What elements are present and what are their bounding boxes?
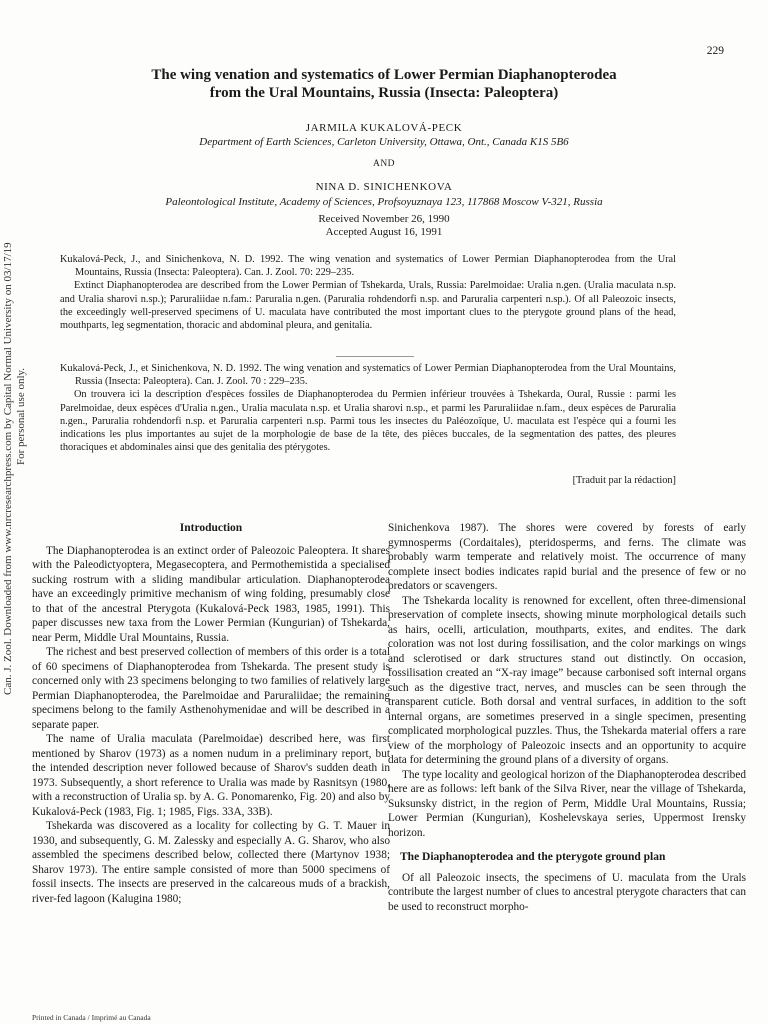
abstract-english [60, 253, 676, 332]
right-paragraph: Sinichenkova 1987). The shores were covered by forests of early gymnosperms (Cordaitales), pteridosperms, and ferns. The climate was probably warm temperate and relatively moist. The occurrence of many complete insect bodies indicates rapid burial and the presence of few or no predators or scavengers. [388, 522, 746, 592]
and-separator: AND [372, 159, 396, 169]
abstract-divider [336, 356, 414, 357]
right-paragraph: Of all Paleozoic insects, the specimens of U. maculata from the Urals contribute the largest number of clues to ancestral pterygote characters that can be used to reconstruct morpho- [388, 871, 746, 913]
received-dates [60, 213, 708, 239]
author-2: NINA D. SINICHENKOVA [315, 181, 453, 193]
affiliation-1: Department of Earth Sciences, Carleton University, Ottawa, Ont., Canada K1S 5B6 [199, 136, 569, 148]
page-number: 229 [706, 45, 724, 57]
print-footer: Printed in Canada / Imprimé au Canada [32, 1013, 151, 1022]
abstract-fr-body: On trouvera ici la description d'espèces fossiles de Diaphanopterodea du Permien inférieur trouvées à Tshekarda, Oural, Russie : parmi les Parelmoidae, deux espèces d'Uralia n.gen., Uralia maculata n.sp. et Uralia sharovi n.sp., et parmi les Paruraliidae n.fam., deux espèces de Paruralia n.gen., Paruralia rohdendorfi n.sp. et Paruralia carpenteri n.sp. Parmi tous les insectes du Paléozoïque, U. maculata est l'espèce qui a fourni les indications les plus importantes au sujet de la morphologie de base de la tête, des pièces buccales, de la segmentation des pattes, des pleures thoraciques et abdominales ainsi que des genitalia des ptérygotes. [60, 389, 676, 454]
article-title [60, 66, 708, 102]
affiliation-2: Paleontological Institute, Academy of Sciences, Profsoyuznaya 123, 117868 Moscow V-321, Russia [165, 196, 603, 208]
left-paragraph: The Diaphanopterodea is an extinct order of Paleozoic Paleoptera. It shares with the Paleodictyoptera, Megasecoptera, and Permothemistida a specialised sucking rostrum with a sliding mandibular articulation. Diaphanopterodea have an exceedingly primitive mechanism of wing folding, presumably close to that of the ancestral Pterygota (Kukalová-Peck 1983, 1985, 1991). This paper discusses new taxa from the Lower Permian (Kungurian) of Tshekarda, near Perm, Middle Ural Mountains, Russia. [32, 544, 390, 644]
introduction-heading: Introduction [179, 522, 243, 534]
download-watermark [0, 225, 32, 695]
watermark-line-1: Can. J. Zool. Downloaded from www.nrcresearchpress.com by Capital Normal University on 03/17/19 [2, 242, 14, 695]
author-1: JARMILA KUKALOVÁ-PECK [305, 122, 463, 134]
left-paragraph: The richest and best preserved collection of members of this order is a total of 60 specimens of Diaphanopterodea from Tshekarda. The present study is concerned only with 23 specimens belonging to two families of relatively large Permian Diaphanopterodea, the Parelmoidae and Paruraliidae; the remaining specimens belong to the family Asthenohymenidae and will be described in a separate paper. [32, 646, 390, 731]
accepted-date: Accepted August 16, 1991 [325, 226, 443, 238]
left-paragraph: Tshekarda was discovered as a locality for collecting by G. T. Mauer in 1930, and subsequently, G. M. Zalessky and especially A. G. Sharov, who also assembled the specimens described below, collected there (Martynov 1938; Sharov 1973). The entire sample consisted of more than 5000 specimens of fossil insects. The insects are preserved in the calcareous muds of a brackish, river-fed lagoon (Kalugina 1980; [32, 820, 390, 905]
right-column [388, 521, 746, 914]
left-column [32, 521, 390, 906]
left-paragraph: The name of Uralia maculata (Parelmoidae) described here, was first mentioned by Sharov (1973) as a nomen nudum in a preliminary report, but the intended description never followed because of Sharov's sudden death in 1973. Subsequently, a short reference to Uralia was made by Rasnitsyn (1980, with a reconstruction of Uralia sp. by A. G. Ponomarenko, Fig. 20) and also by Kukalová-Peck (1983, Fig. 1; 1985, Figs. 33A, 33B). [32, 733, 390, 818]
abstract-en-body: Extinct Diaphanopterodea are described from the Lower Permian of Tshekarda, Urals, Russia: Parelmoidae: Uralia n.gen. (Uralia maculata n.sp. and Uralia sharovi n.sp.); Paruraliidae n.fam.: Paruralia n.gen. (Paruralia rohdendorfi n.sp. and Paruralia carpenteri n.sp.). Of all Paleozoic insects, the exceedingly well-preserved specimens of U. maculata have contributed the most important clues to the pterygote ground plans of the head, mouthparts, leg segmentation, thoracic and abdominal pleura, and genitalia. [60, 280, 676, 332]
title-line-2: from the Ural Mountains, Russia (Insecta: Paleoptera) [209, 85, 559, 101]
section-heading: The Diaphanopterodea and the pterygote ground plan [400, 851, 666, 863]
abstract-en-citation: Kukalová-Peck, J., and Sinichenkova, N. D. 1992. The wing venation and systematics of Lower Permian Diaphanopterodea from the Ural Mountains, Russia (Insecta: Paleoptera). Can. J. Zool. 70: 229–235. [60, 254, 676, 279]
right-paragraph: The Tshekarda locality is renowned for excellent, often three-dimensional preservation of complete insects, showing minute morphological details such as hairs, ocelli, articulation, mouthparts, exites, and endites. The dark coloration was not lost during fossilisation, and the color markings on wings and sclerotised or dark structures stand out distinctly. On occasion, fossilisation created an “X-ray image” because carbonised soft internal organs such as the digestive tract, nerves, and muscles can be seen through the transparent cuticle. Both dorsal and ventral surfaces, in addition to the soft internal organs, are sometimes preserved in a single specimen, presenting complicated morphological puzzles. Thus, the Tshekarda material offers a rare view of the morphology of Paleozoic insects and an opportunity to acquire data for determining the ground plans of a diversity of organs. [388, 594, 746, 766]
abstract-french [60, 362, 676, 454]
title-line-1: The wing venation and systematics of Lower Permian Diaphanopterodea [151, 67, 617, 83]
received-date: Received November 26, 1990 [318, 213, 450, 225]
right-paragraph: The type locality and geological horizon of the Diaphanopterodea described here are as follows: left bank of the Silva River, near the village of Tshekarda, Suksunsky district, in the region of Perm, Middle Ural Mountains, Russia; Lower Permian (Kungurian), Koshelevskaya series, Uppermost Irensky horizon. [388, 768, 746, 839]
translation-note: [Traduit par la rédaction] [572, 475, 676, 486]
watermark-line-2: For personal use only. [15, 367, 27, 465]
abstract-fr-citation: Kukalová-Peck, J., et Sinichenkova, N. D. 1992. The wing venation and systematics of Lower Permian Diaphanopterodea from the Ural Mountains, Russia (Insecta: Paleoptera). Can. J. Zool. 70 : 229–235. [60, 363, 676, 388]
